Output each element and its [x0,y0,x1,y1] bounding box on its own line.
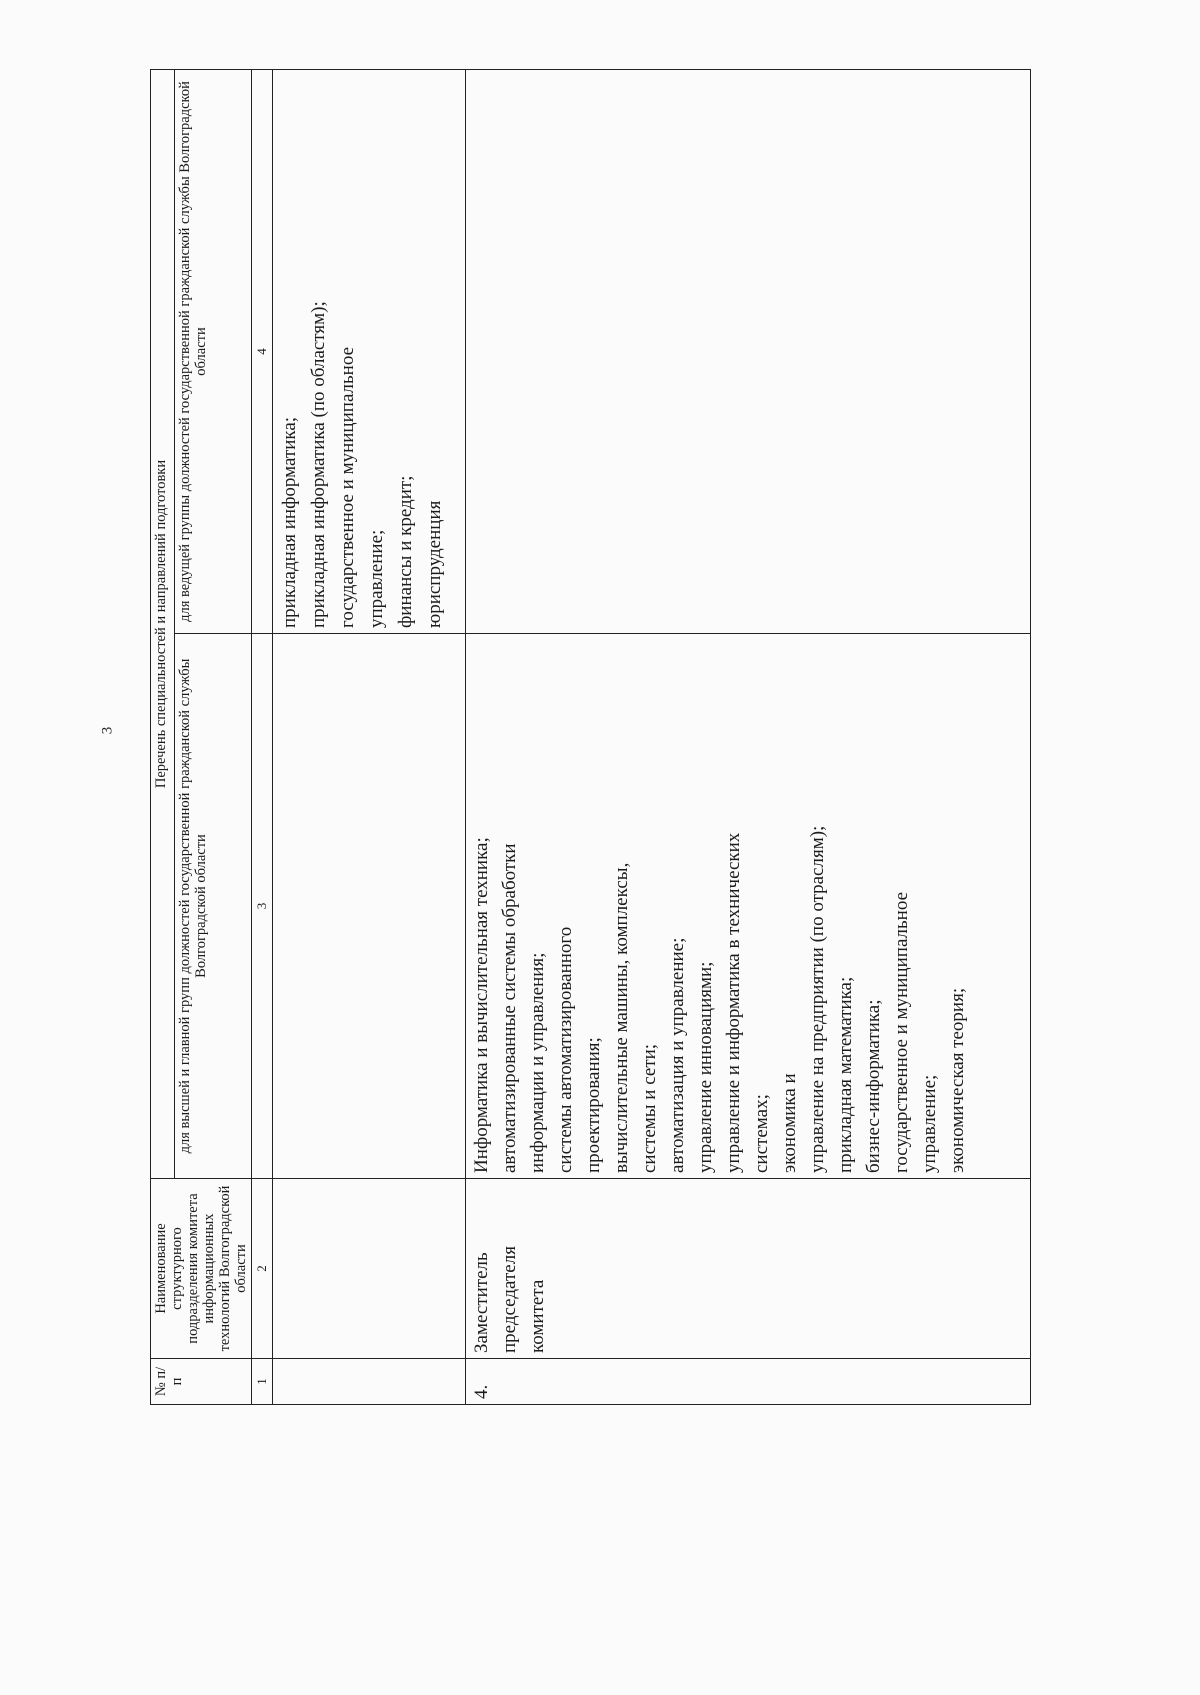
list-item: прикладная информатика; [279,416,300,628]
list-item: управление; [366,529,387,628]
cell-empty [273,1359,466,1405]
column-number-1: 1 [252,1359,273,1405]
list-item: управление и информатика в технических [723,832,744,1173]
list-item: государственное и муниципальное [891,891,912,1173]
list-item: прикладная информатика (по областям); [308,301,329,628]
department-name-line: Заместитель председателя [471,1246,520,1353]
header-leading-group-col: для ведущей группы должностей государственной гражданской службы Волгоградской области [175,70,252,634]
list-item: проектирования; [583,1037,604,1173]
list-item: вычислительные машины, комплексы, [611,862,632,1173]
table-row-continued [273,70,466,1405]
document-sheet [150,70,1065,1405]
header-specialties-group: Перечень специальностей и направлений подготовки [151,70,175,1179]
column-number-4: 4 [252,70,273,634]
specialties-table [150,69,1031,1405]
cell-empty [466,70,1031,634]
rotated-table-wrapper [150,70,1065,1405]
leading-group-specialties-list [273,70,466,634]
department-name [466,1179,1031,1359]
table-row-4 [466,70,1031,1405]
cell-empty [273,634,466,1179]
header-number-col: № п/п [151,1359,252,1405]
cell-empty [273,1179,466,1359]
department-name-line: комитета [527,1279,548,1353]
list-item: государственное и муниципальное [337,346,358,628]
list-item: информации и управления; [527,952,548,1173]
list-item: прикладная математика; [835,976,856,1173]
row-number: 4. [466,1359,1031,1405]
list-item: бизнес-информатика; [863,999,884,1173]
list-item: юриспруденция [424,500,445,628]
list-item: Информатика и вычислительная техника; [471,837,492,1173]
column-number-2: 2 [252,1179,273,1359]
list-item: экономика и [779,1073,800,1173]
header-senior-groups-col: для высшей и главной групп должностей государственной гражданской службы Волгоградской области [175,634,252,1179]
header-department-col: Наименование структурного подразделения комитета информационных технологий Волгоградской области [151,1179,252,1359]
senior-groups-specialties-list [466,634,1031,1179]
page-number: 3 [99,726,116,735]
list-item: управление на предприятии (по отраслям); [807,825,828,1173]
column-numbers-row [252,70,273,1405]
list-item: финансы и кредит; [395,475,416,628]
list-item: системы автоматизированного [555,926,576,1173]
header-row-1 [151,70,175,1405]
list-item: управление; [919,1074,940,1173]
list-item: автоматизация и управление; [667,937,688,1173]
column-number-3: 3 [252,634,273,1179]
list-item: автоматизированные системы обработки [499,843,520,1173]
list-item: системы и сети; [639,1043,660,1173]
list-item: управление инновациями; [695,961,716,1173]
list-item: системах; [751,1094,772,1173]
list-item: экономическая теория; [947,987,968,1173]
